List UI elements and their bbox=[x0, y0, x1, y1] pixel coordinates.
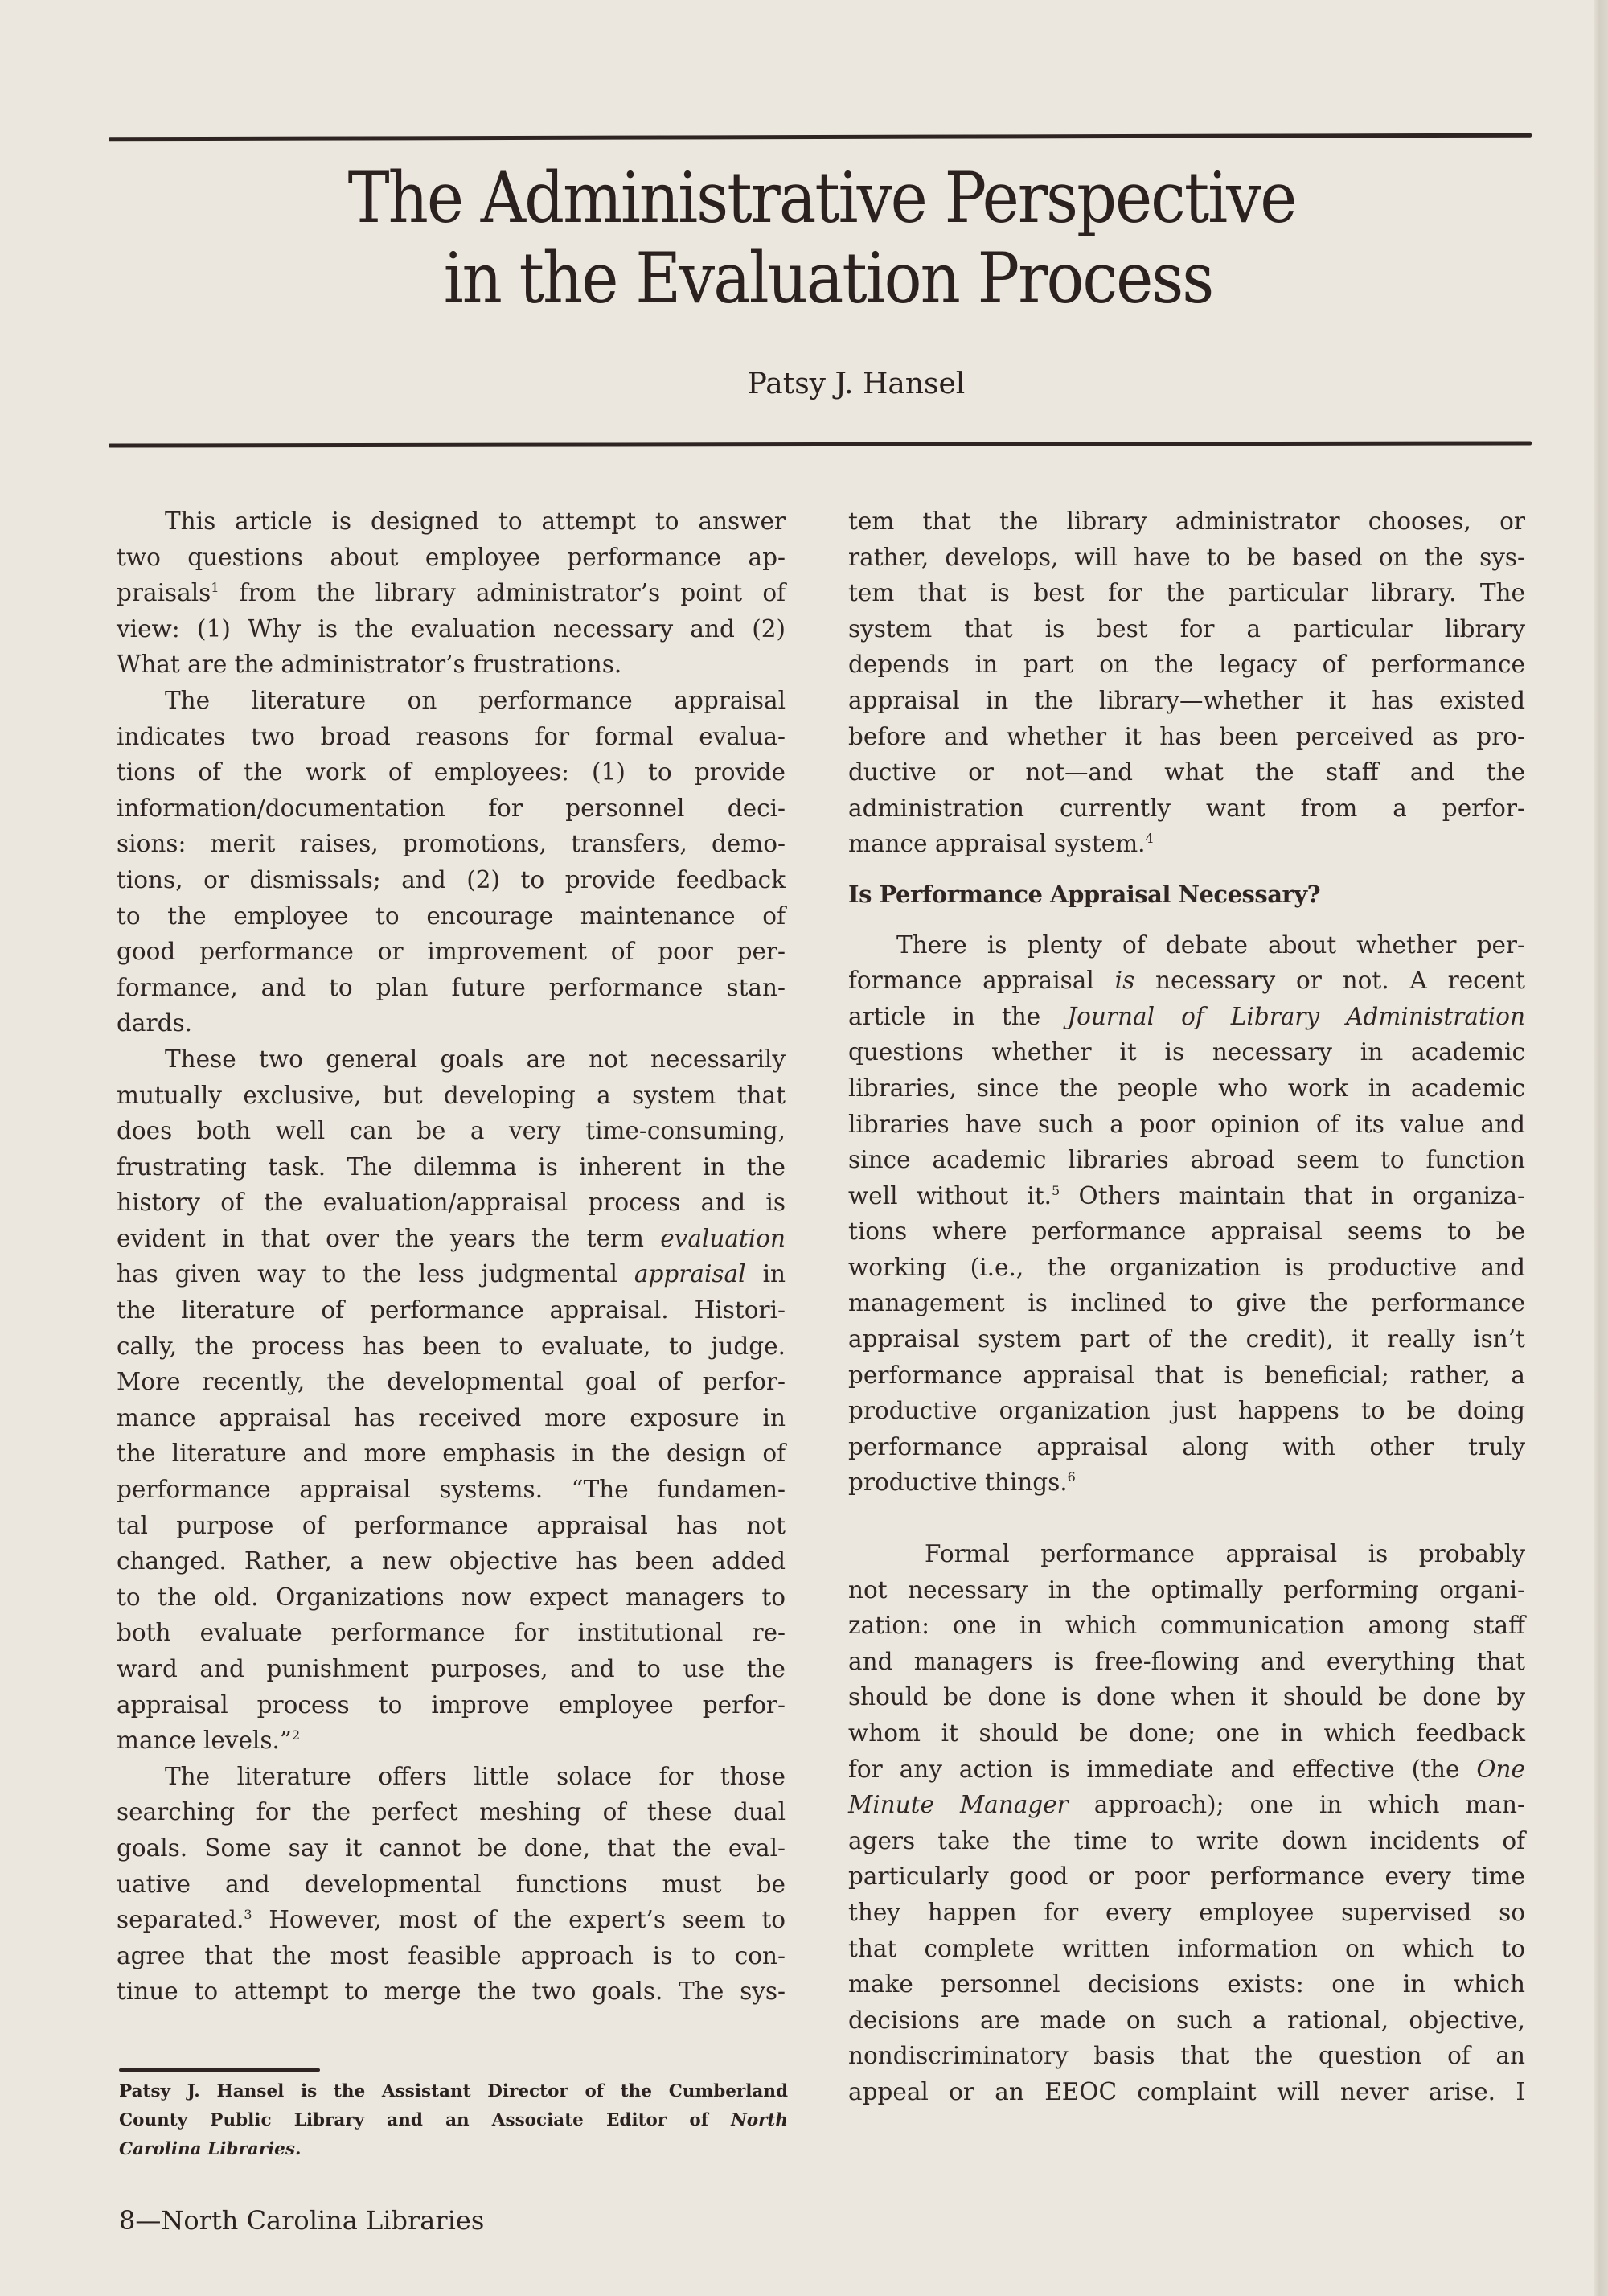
text-line: The literature offers little solace for those bbox=[165, 1762, 786, 1790]
text-line: tem that the library administrator chooses, or bbox=[848, 507, 1525, 535]
footnote-reference: 1 bbox=[211, 580, 219, 596]
text-line: formance appraisal is necessary or not. A recent bbox=[848, 967, 1526, 995]
text-line: and managers is free-flowing and everything that bbox=[848, 1647, 1525, 1675]
text-line: indicates two broad reasons for formal evalua- bbox=[117, 722, 786, 750]
text-line: performance appraisal that is beneficial; rather, a bbox=[848, 1361, 1525, 1389]
text-line: has given way to the less judgmental appraisal in bbox=[117, 1260, 786, 1288]
footnote-body bbox=[119, 2077, 788, 2164]
italic-text: appraisal bbox=[634, 1260, 746, 1288]
text-line: management is inclined to give the performance bbox=[848, 1289, 1525, 1317]
text-line: history of the evaluation/appraisal process and is bbox=[117, 1189, 786, 1217]
text-line: sions: merit raises, promotions, transfers, demo- bbox=[117, 830, 786, 858]
italic-text: Carolina Libraries. bbox=[119, 2139, 302, 2159]
text-line: article in the Journal of Library Administration bbox=[848, 1002, 1525, 1030]
text-line: goals. Some say it cannot be done, that the eval- bbox=[117, 1834, 786, 1862]
text-line: productive organization just happens to be doing bbox=[848, 1397, 1525, 1425]
text-line: working (i.e., the organization is productive and bbox=[848, 1253, 1525, 1281]
italic-text: is bbox=[1114, 967, 1135, 995]
footnote-reference: 2 bbox=[291, 1727, 301, 1744]
text-line: whom it should be done; one in which feedback bbox=[848, 1719, 1525, 1747]
text-line: searching for the perfect meshing of these dual bbox=[117, 1798, 786, 1826]
text-line: dards. bbox=[117, 1009, 192, 1037]
left-column-body bbox=[117, 503, 786, 2010]
article-title-line-2: in the Evaluation Process bbox=[443, 238, 1213, 320]
text-line: not necessary in the optimally performing organi- bbox=[848, 1575, 1525, 1604]
section-heading: Is Performance Appraisal Necessary? bbox=[848, 880, 1321, 908]
text-line: mance appraisal system.$^4$ bbox=[848, 830, 1154, 858]
text-line: Formal performance appraisal is probably bbox=[925, 1540, 1525, 1568]
text-line: More recently, the developmental goal of perfor- bbox=[117, 1368, 786, 1396]
text-line: they happen for every employee supervised so bbox=[848, 1898, 1525, 1926]
italic-text: One bbox=[1476, 1755, 1525, 1783]
text-line: performance appraisal along with other truly bbox=[848, 1432, 1525, 1460]
text-line: What are the administrator’s frustrations. bbox=[117, 651, 622, 679]
text-line: administration currently want from a perfor- bbox=[848, 794, 1525, 822]
text-line: information/documentation for personnel deci- bbox=[117, 794, 786, 822]
text-line: tions where performance appraisal seems to be bbox=[848, 1218, 1525, 1246]
right-column-paragraph-2 bbox=[848, 927, 1525, 1501]
footnote-reference: 6 bbox=[1067, 1469, 1076, 1485]
text-line: frustrating task. The dilemma is inherent in the bbox=[117, 1152, 786, 1181]
footnote-reference: 3 bbox=[244, 1907, 252, 1923]
text-line: should be done is done when it should be done by bbox=[848, 1683, 1525, 1711]
text-line: depends in part on the legacy of performance bbox=[848, 651, 1525, 679]
text-line: mance appraisal has received more exposure in bbox=[117, 1403, 786, 1431]
text-line: system that is best for a particular library bbox=[848, 614, 1525, 643]
text-line: evident in that over the years the term evaluation bbox=[117, 1224, 786, 1252]
text-line: This article is designed to attempt to answer bbox=[165, 507, 786, 535]
text-line: cally, the process has been to evaluate, to judge. bbox=[117, 1332, 786, 1360]
text-line: make personnel decisions exists: one in which bbox=[848, 1970, 1525, 1998]
text-line: praisals$^1$ from the library administrator’s point of bbox=[117, 579, 786, 607]
text-line: productive things.$^6$ bbox=[848, 1468, 1076, 1497]
text-line: particularly good or poor performance every time bbox=[848, 1863, 1525, 1891]
text-line: libraries, since the people who work in academic bbox=[848, 1074, 1525, 1102]
italic-text: evaluation bbox=[660, 1224, 786, 1252]
text-line: since academic libraries abroad seem to function bbox=[848, 1146, 1525, 1174]
text-line: appeal or an EEOC complaint will never arise. I bbox=[848, 2077, 1525, 2105]
page-edge-shadow bbox=[1594, 0, 1608, 2296]
text-line: appraisal system part of the credit), it really isn’t bbox=[848, 1325, 1525, 1353]
text-line: County Public Library and an Associate Editor of North bbox=[119, 2110, 788, 2130]
text-line bbox=[119, 2135, 788, 2164]
text-line: tal purpose of performance appraisal has not bbox=[117, 1511, 786, 1539]
text-line: Patsy J. Hansel is the Assistant Director of the Cumberland bbox=[119, 2081, 788, 2101]
text-line: decisions are made on such a rational, objective, bbox=[848, 2006, 1525, 2034]
italic-text: Journal of Library Administration bbox=[1067, 1002, 1525, 1030]
text-line: well without it.$^5$ Others maintain that in organiza- bbox=[848, 1181, 1525, 1210]
paragraph-spacer bbox=[848, 1501, 1525, 1536]
text-line: uative and developmental functions must be bbox=[117, 1870, 786, 1898]
footnote-rule bbox=[119, 2068, 320, 2072]
text-line: mance levels.”$^2$ bbox=[117, 1727, 301, 1755]
text-line: questions whether it is necessary in academic bbox=[848, 1038, 1525, 1066]
italic-text: North bbox=[731, 2110, 788, 2130]
text-line: agree that the most feasible approach is to con- bbox=[117, 1941, 786, 1969]
text-line: two questions about employee performance ap- bbox=[117, 543, 786, 571]
text-line: formance, and to plan future performance stan- bbox=[117, 973, 786, 1001]
text-line: that complete written information on which to bbox=[848, 1934, 1525, 1962]
text-line: These two general goals are not necessarily bbox=[165, 1045, 786, 1073]
italic-text: Minute Manager bbox=[848, 1791, 1069, 1819]
text-line: to the old. Organizations now expect managers to bbox=[117, 1583, 786, 1611]
text-line: to the employee to encourage maintenance of bbox=[117, 902, 786, 930]
text-line: the literature and more emphasis in the design of bbox=[117, 1440, 786, 1468]
text-line: tions, or dismissals; and (2) to provide feedback bbox=[117, 865, 786, 893]
text-line: view: (1) Why is the evaluation necessary and (2) bbox=[117, 614, 786, 643]
text-line: ductive or not—and what the staff and the bbox=[848, 758, 1525, 787]
article-title-line-1: The Administrative Perspective bbox=[347, 158, 1296, 240]
text-line: good performance or improvement of poor per- bbox=[117, 938, 786, 966]
author-byline: Patsy J. Hansel bbox=[747, 368, 966, 400]
text-line: Minute Manager approach); one in which man- bbox=[848, 1791, 1526, 1819]
text-line: tem that is best for the particular library. The bbox=[848, 579, 1525, 607]
text-line: tinue to attempt to merge the two goals. The sys- bbox=[117, 1978, 786, 2006]
text-line: does both well can be a very time-consuming, bbox=[117, 1117, 786, 1145]
left-column bbox=[117, 503, 786, 2010]
text-line: agers take the time to write down incidents of bbox=[848, 1826, 1525, 1854]
text-line: appraisal process to improve employee perfor- bbox=[117, 1690, 786, 1719]
text-line: zation: one in which communication among staff bbox=[848, 1612, 1525, 1640]
author-footnote bbox=[119, 2077, 788, 2164]
text-line: libraries have such a poor opinion of its value and bbox=[848, 1110, 1525, 1138]
text-line: There is plenty of debate about whether per- bbox=[896, 930, 1525, 959]
text-line: the literature of performance appraisal. Histori- bbox=[117, 1296, 786, 1325]
text-line: rather, develops, will have to be based on the sys- bbox=[848, 543, 1525, 571]
text-line: ward and punishment purposes, and to use the bbox=[117, 1655, 786, 1682]
text-line: nondiscriminatory basis that the question of an bbox=[848, 2042, 1525, 2070]
footnote-reference: 4 bbox=[1145, 831, 1154, 847]
title-top-rule bbox=[109, 133, 1532, 142]
title-bottom-rule bbox=[109, 441, 1532, 447]
text-line: for any action is immediate and effective (the One bbox=[848, 1755, 1525, 1783]
text-line: both evaluate performance for institutional re- bbox=[117, 1619, 786, 1647]
text-line: performance appraisal systems. “The fundamen- bbox=[117, 1476, 786, 1504]
right-column-paragraph-1 bbox=[848, 503, 1525, 862]
page-folio: 8—North Carolina Libraries bbox=[119, 2205, 485, 2236]
text-line: mutually exclusive, but developing a system that bbox=[117, 1081, 786, 1109]
text-line: appraisal in the library—whether it has existed bbox=[848, 686, 1525, 714]
text-line: separated.$^3$ However, most of the expert’s seem to bbox=[117, 1906, 786, 1934]
right-column bbox=[848, 503, 1525, 2110]
right-column-paragraph-3 bbox=[848, 1536, 1525, 2110]
text-line: The literature on performance appraisal bbox=[165, 686, 786, 714]
footnote-reference: 5 bbox=[1052, 1182, 1060, 1198]
text-line: changed. Rather, a new objective has been added bbox=[117, 1547, 786, 1575]
text-line: before and whether it has been perceived as pro- bbox=[848, 722, 1525, 750]
text-line: tions of the work of employees: (1) to provide bbox=[117, 758, 786, 787]
